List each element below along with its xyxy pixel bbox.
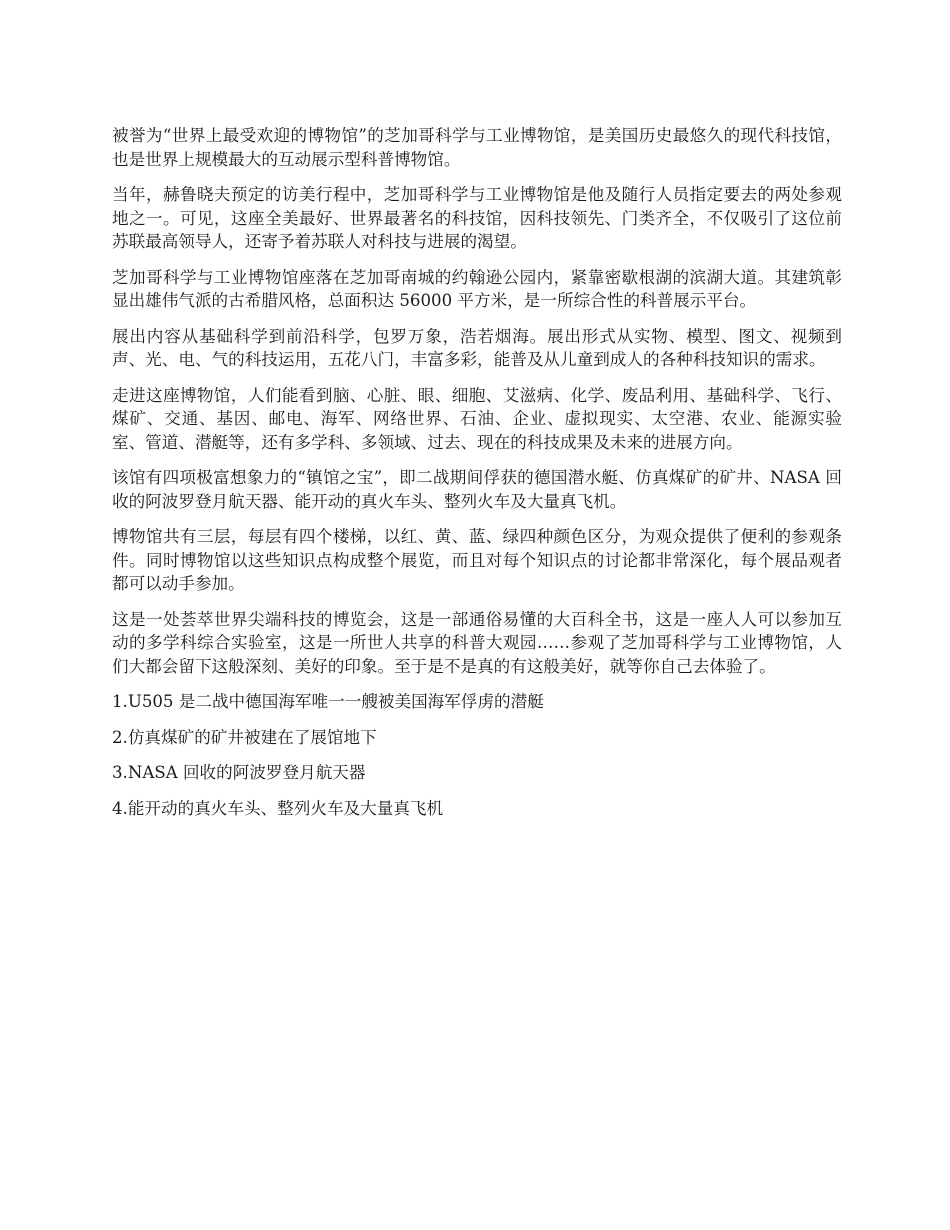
list-item: 4.能开动的真火车头、整列火车及大量真飞机 (112, 798, 444, 818)
paragraph: 博物馆共有三层，每层有四个楼梯，以红、黄、蓝、绿四种颜色区分，为观众提供了便利的参观条件。同时博物馆以这些知识点构成整个展览，而且对每个知识点的讨论都非常深化，每个展品观者都可以动手参加。 (112, 527, 842, 593)
list-item: 2.仿真煤矿的矿井被建在了展馆地下 (112, 727, 377, 747)
paragraph: 当年，赫鲁晓夫预定的访美行程中，芝加哥科学与工业博物馆是他及随行人员指定要去的两处参观地之一。可见，这座全美最好、世界最著名的科技馆，因科技领先、门类齐全，不仅吸引了这位前苏联最高领导人，还寄予着苏联人对科技与进展的渴望。 (112, 185, 842, 251)
paragraph: 展出内容从基础科学到前沿科学，包罗万象，浩若烟海。展出形式从实物、模型、图文、视频到声、光、电、气的科技运用，五花八门，丰富多彩，能普及从儿童到成人的各种科技知识的需求。 (112, 326, 842, 369)
paragraph: 芝加哥科学与工业博物馆座落在芝加哥南城的约翰逊公园内，紧靠密歇根湖的滨湖大道。其建筑彰显出雄伟气派的古希腊风格，总面积达 56000 平方米，是一所综合性的科普展示平台。 (112, 267, 842, 310)
paragraph: 走进这座博物馆，人们能看到脑、心脏、眼、细胞、艾滋病、化学、废品利用、基础科学、飞行、煤矿、交通、基因、邮电、海军、网络世界、石油、企业、虚拟现实、太空港、农业、能源实验室、管道、潜艇等，还有多学科、多领域、过去、现在的科技成果及未来的进展方向。 (112, 385, 842, 452)
list-item: 1.U505 是二战中德国海军唯一一艘被美国海军俘虏的潜艇 (112, 692, 544, 711)
paragraph: 被誉为“世界上最受欢迎的博物馆”的芝加哥科学与工业博物馆，是美国历史最悠久的现代科技馆，也是世界上规模最大的互动展示型科普博物馆。 (112, 126, 842, 169)
paragraph: 这是一处荟萃世界尖端科技的博览会，这是一部通俗易懂的大百科全书，这是一座人人可以参加互动的多学科综合实验室，这是一所世人共享的科普大观园……参观了芝加哥科学与工业博物馆，人们大都会留下这般深刻、美好的印象。至于是不是真的有这般美好，就等你自己去体验了。 (112, 609, 842, 676)
paragraph: 该馆有四项极富想象力的“镇馆之宝”，即二战期间俘获的德国潜水艇、仿真煤矿的矿井、NASA 回收的阿波罗登月航天器、能开动的真火车头、整列火车及大量真飞机。 (112, 468, 842, 511)
document-body (112, 124, 842, 832)
list-item: 3.NASA 回收的阿波罗登月航天器 (112, 763, 366, 782)
